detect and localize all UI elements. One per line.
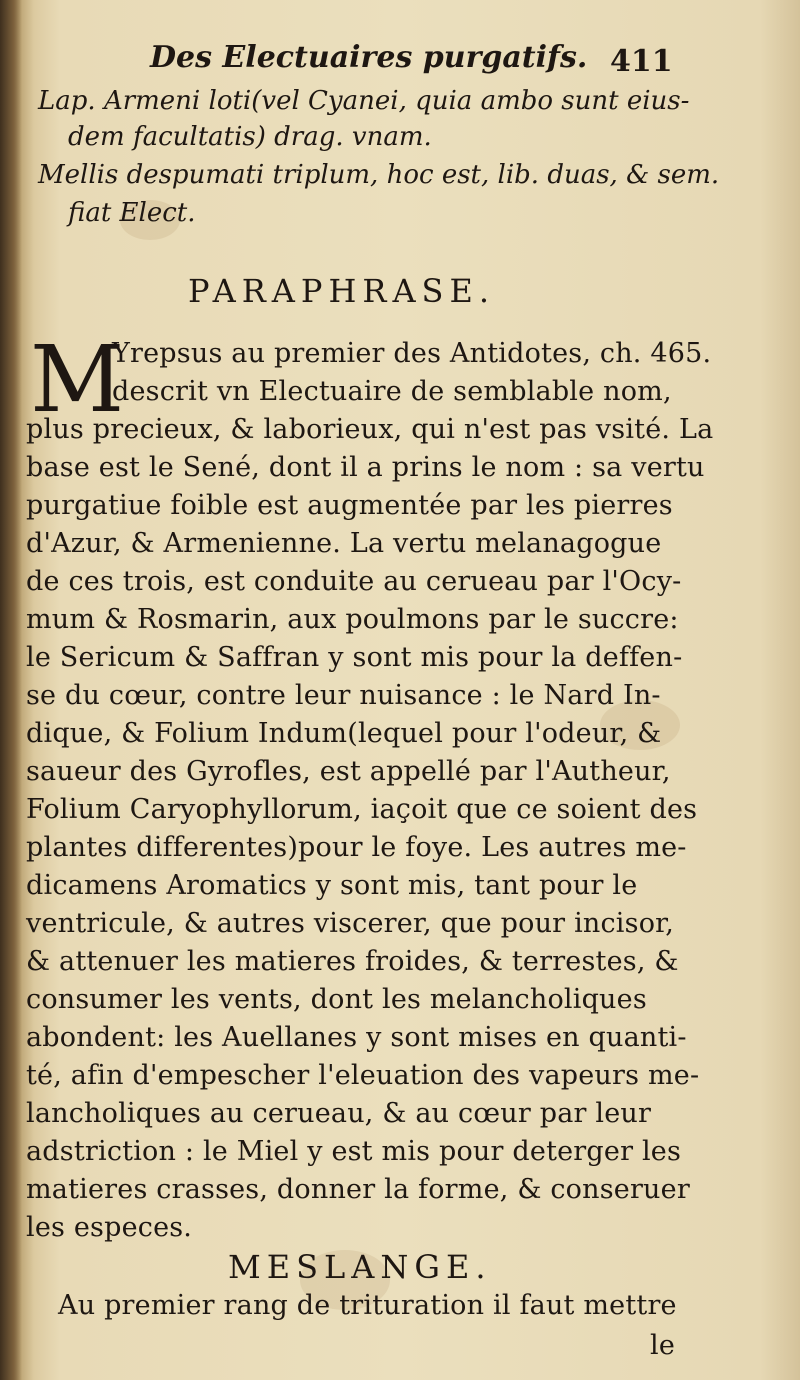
page-number: 411: [610, 44, 673, 79]
text-line: de ces trois, est conduite au cerueau par l'Ocy-: [26, 566, 682, 597]
text-line: d'Azur, & Armenienne. La vertu melanagogue: [26, 528, 662, 559]
recipe-line: Lap. Armeni loti(vel Cyanei, quia ambo sunt eius-: [38, 86, 690, 116]
section-title: MESLANGE.: [228, 1248, 492, 1286]
text-line: saueur des Gyrofles, est appellé par l'Autheur,: [26, 756, 671, 787]
text-line: plantes differentes)pour le foye. Les autres me-: [26, 832, 687, 863]
recipe-line: Mellis despumati triplum, hoc est, lib. duas, & sem.: [38, 160, 720, 190]
text-line: Yrepsus au premier des Antidotes, ch. 465.: [112, 338, 712, 369]
text-line: les especes.: [26, 1212, 193, 1243]
text-line: adstriction : le Miel y est mis pour deterger les: [26, 1136, 682, 1167]
text-line: consumer les vents, dont les melancholiques: [26, 984, 647, 1015]
recipe-line: fiat Elect.: [68, 198, 196, 228]
text-line: lancholiques au cerueau, & au cœur par leur: [26, 1098, 652, 1129]
text-line: té, afin d'empescher l'eleuation des vapeurs me-: [26, 1060, 700, 1091]
text-line: base est le Sené, dont il a prins le nom : sa vertu: [26, 452, 705, 483]
text-line: plus precieux, & laborieux, qui n'est pas vsité. La: [26, 414, 714, 445]
text-line: Folium Caryophyllorum, iaçoit que ce soient des: [26, 794, 698, 825]
section-title: PARAPHRASE.: [188, 272, 495, 310]
running-title: Des Electuaires purgatifs.: [150, 40, 588, 75]
text-line: le Sericum & Saffran y sont mis pour la deffen-: [26, 642, 683, 673]
text-line: ventricule, & autres viscerer, que pour incisor,: [26, 908, 675, 939]
text-line: descrit vn Electuaire de semblable nom,: [112, 376, 672, 407]
text-line: purgatiue foible est augmentée par les pierres: [26, 490, 673, 521]
text-line: Au premier rang de trituration il faut mettre: [58, 1290, 677, 1321]
text-line: mum & Rosmarin, aux poulmons par le succre:: [26, 604, 679, 635]
text-line: matieres crasses, donner la forme, & conseruer: [26, 1174, 690, 1205]
recipe-line: dem facultatis) drag. vnam.: [68, 122, 432, 152]
text-line: abondent: les Auellanes y sont mises en quanti-: [26, 1022, 687, 1053]
text-line: dicamens Aromatics y sont mis, tant pour le: [26, 870, 638, 901]
drop-cap: M: [30, 326, 125, 433]
book-spine: [0, 0, 22, 1380]
catchword: le: [650, 1330, 676, 1361]
text-line: dique, & Folium Indum(lequel pour l'odeur, &: [26, 718, 662, 749]
text-line: & attenuer les matieres froides, & terrestes, &: [26, 946, 679, 977]
text-line: se du cœur, contre leur nuisance : le Nard In-: [26, 680, 661, 711]
